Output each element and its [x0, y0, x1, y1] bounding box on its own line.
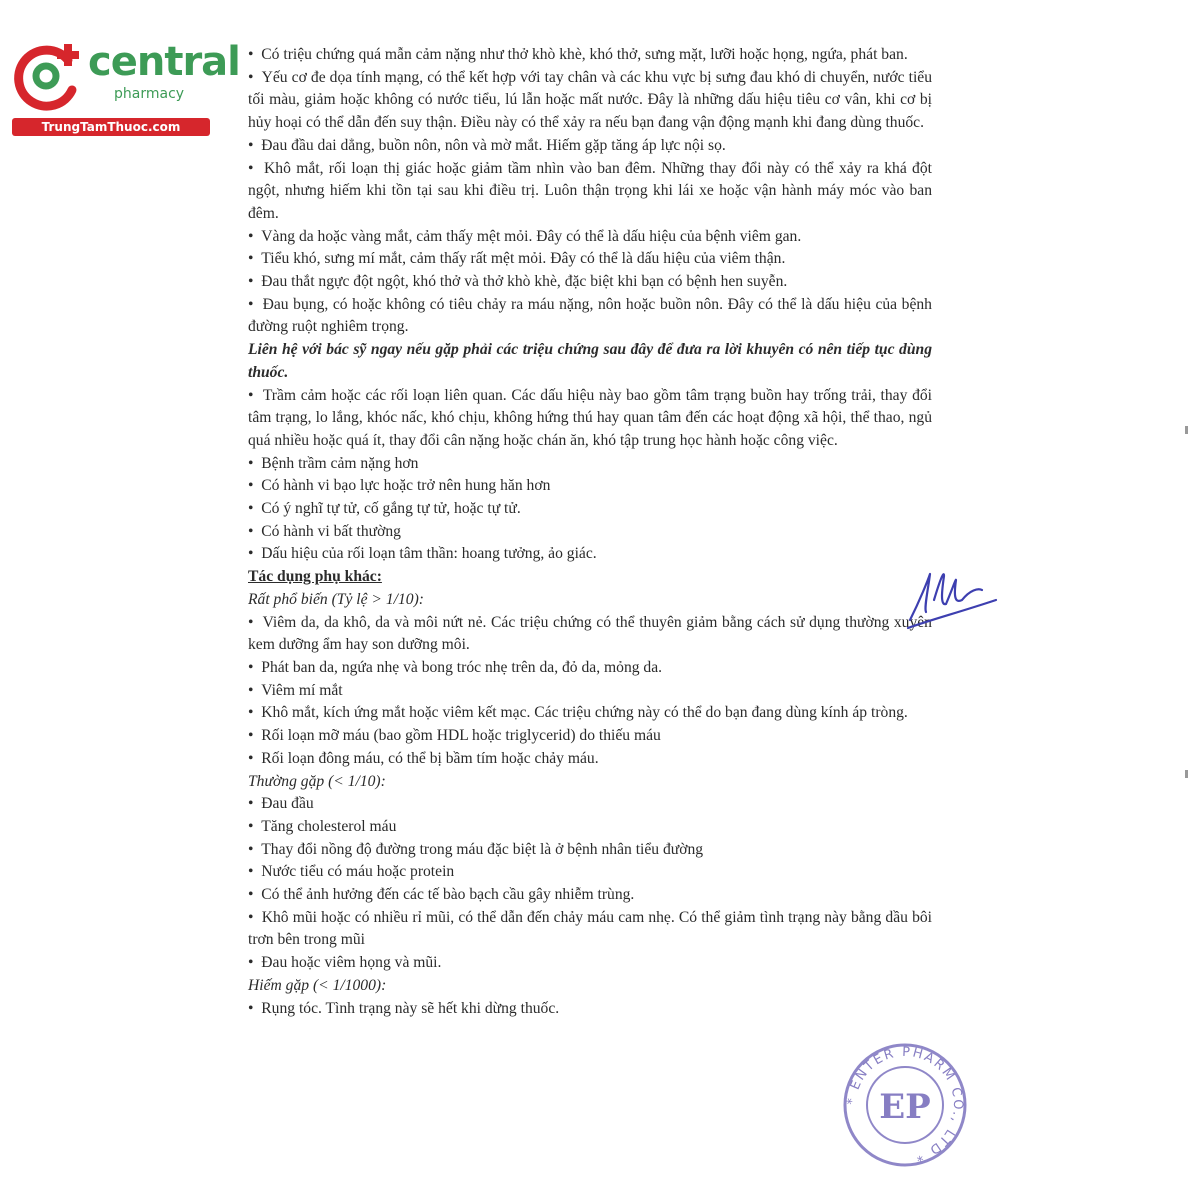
list-item: • Rụng tóc. Tình trạng này sẽ hết khi dừng thuốc.	[248, 998, 932, 1021]
list-item: • Có thể ảnh hưởng đến các tế bào bạch cầu gây nhiễm trùng.	[248, 884, 932, 907]
central-pharmacy-logo	[10, 38, 240, 138]
list-item: • Khô mũi hoặc có nhiều rỉ mũi, có thể dẫn đến chảy máu cam nhẹ. Có thể giảm tình trạng này bằng dầu bôi trơn bên trong mũi	[248, 907, 932, 952]
list-item: • Khô mắt, rối loạn thị giác hoặc giảm tầm nhìn vào ban đêm. Những thay đổi này có thể xảy ra khá đột ngột, nhưng hiếm khi tồn tại sau khi điều trị. Luôn thận trọng khi lái xe hoặc vận hành máy móc vào ban đêm.	[248, 158, 932, 226]
list-item: • Phát ban da, ngứa nhẹ và bong tróc nhẹ trên da, đỏ da, mỏng da.	[248, 657, 932, 680]
list-item: • Đau đầu dai dẳng, buồn nôn, nôn và mờ mắt. Hiếm gặp tăng áp lực nội sọ.	[248, 135, 932, 158]
rare-label: Hiếm gặp (< 1/1000):	[248, 976, 387, 994]
list-item: • Đau đầu	[248, 793, 932, 816]
list-item: • Thay đổi nồng độ đường trong máu đặc biệt là ở bệnh nhân tiểu đường	[248, 839, 932, 862]
pharmacy-cross-icon	[10, 38, 90, 118]
logo-subtitle: pharmacy	[114, 86, 185, 102]
logo-name: central	[88, 39, 240, 85]
list-item: • Có hành vi bất thường	[248, 521, 932, 544]
list-item: • Đau thắt ngực đột ngột, khó thở và thở khò khè, đặc biệt khi bạn có bệnh hen suyễn.	[248, 271, 932, 294]
other-side-effects-heading: Tác dụng phụ khác:	[248, 568, 382, 586]
list-item: • Nước tiểu có máu hoặc protein	[248, 861, 932, 884]
company-seal-icon	[835, 1040, 975, 1170]
list-item: • Đau bụng, có hoặc không có tiêu chảy ra máu nặng, nôn hoặc buồn nôn. Đây có thể là dấu hiệu của bệnh đường ruột nghiêm trọng.	[248, 294, 932, 339]
list-item: • Đau hoặc viêm họng và mũi.	[248, 952, 932, 975]
list-item: • Tăng cholesterol máu	[248, 816, 932, 839]
scan-mark	[1185, 770, 1188, 778]
list-item: • Tiểu khó, sưng mí mắt, cảm thấy rất mệt mỏi. Đây có thể là dấu hiệu của viêm thận.	[248, 248, 932, 271]
svg-text:EP: EP	[879, 1087, 931, 1127]
leaflet-text	[248, 44, 932, 1020]
list-item: • Trầm cảm hoặc các rối loạn liên quan. Các dấu hiệu này bao gồm tâm trạng buồn hay trống trải, thay đổi tâm trạng, lo lắng, khóc nấc, khó chịu, không hứng thú hay quan tâm đến các hoạt động xã hội, thể thao, ngủ quá nhiều hoặc quá ít, thay đổi cân nặng hoặc chán ăn, khó tập trung học hành hoặc công việc.	[248, 385, 932, 453]
contact-doctor-heading: Liên hệ với bác sỹ ngay nếu gặp phải các triệu chứng sau đây để đưa ra lời khuyên có nên tiếp tục dùng thuốc.	[248, 341, 932, 381]
list-item: • Vàng da hoặc vàng mắt, cảm thấy mệt mỏi. Đây có thể là dấu hiệu của bệnh viêm gan.	[248, 226, 932, 249]
list-item: • Khô mắt, kích ứng mắt hoặc viêm kết mạc. Các triệu chứng này có thể do bạn đang dùng kính áp tròng.	[248, 702, 932, 725]
very-common-label: Rất phổ biến (Tỷ lệ > 1/10):	[248, 590, 424, 608]
list-item: • Rối loạn đông máu, có thể bị bầm tím hoặc chảy máu.	[248, 748, 932, 771]
list-item: • Bệnh trầm cảm nặng hơn	[248, 453, 932, 476]
list-item: • Có ý nghĩ tự tử, cố gắng tự tử, hoặc tự tử.	[248, 498, 932, 521]
list-item: • Rối loạn mỡ máu (bao gồm HDL hoặc triglycerid) do thiếu máu	[248, 725, 932, 748]
svg-text:* ENTER PHARM CO., LTD *: * ENTER PHARM CO., LTD *	[844, 1044, 966, 1165]
list-item: • Dấu hiệu của rối loạn tâm thần: hoang tưởng, ảo giác.	[248, 543, 932, 566]
list-item: • Yếu cơ đe dọa tính mạng, có thể kết hợp với tay chân và các khu vực bị sưng đau khó di chuyển, nước tiểu tối màu, giảm hoặc không có nước tiểu, lú lẫn hoặc mất nước. Đây là những dấu hiệu tiêu cơ vân, khi cơ bị hủy hoại có thể dẫn đến suy thận. Điều này có thể xảy ra nếu bạn đang vận động mạnh khi đang dùng thuốc.	[248, 67, 932, 135]
list-item: • Có hành vi bạo lực hoặc trở nên hung hăn hơn	[248, 475, 932, 498]
list-item: • Có triệu chứng quá mẫn cảm nặng như thở khò khè, khó thở, sưng mặt, lưỡi hoặc họng, ngứa, phát ban.	[248, 44, 932, 67]
common-label: Thường gặp (< 1/10):	[248, 772, 386, 790]
signature-icon	[900, 560, 1000, 640]
list-item: • Viêm mí mắt	[248, 680, 932, 703]
list-item: • Viêm da, da khô, da và môi nứt nẻ. Các triệu chứng có thể thuyên giảm bằng cách sử dụng thường xuyên kem dưỡng ẩm hay son dưỡng môi.	[248, 612, 932, 657]
scan-mark	[1185, 426, 1188, 434]
logo-site-bar: TrungTamThuoc.com	[12, 118, 210, 136]
